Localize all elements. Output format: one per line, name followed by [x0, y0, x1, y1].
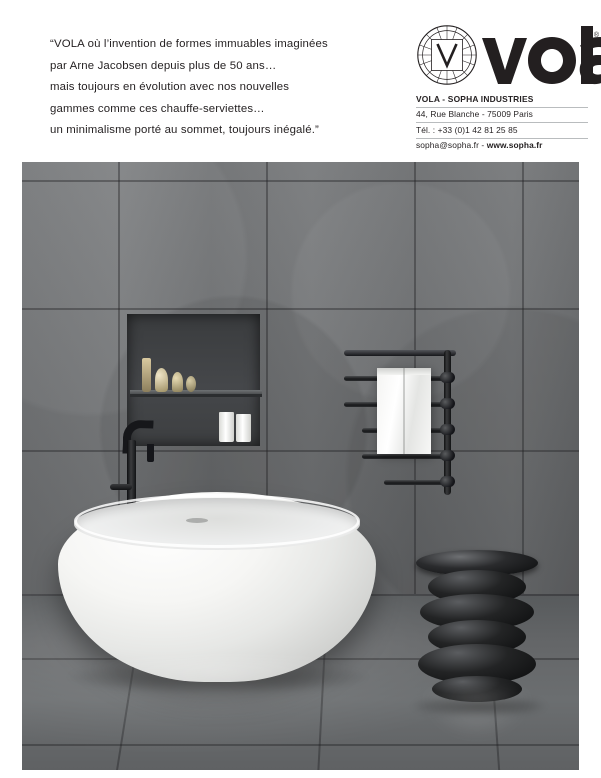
address-street: 44, Rue Blanche - 75009 Paris: [416, 109, 588, 123]
vola-wordmark: [480, 26, 601, 88]
wall-grout-line: [22, 308, 579, 310]
brand-lockup: [416, 24, 601, 94]
quote-line-5: un minimalisme porté au sommet, toujours inégalé.”: [50, 124, 319, 136]
towel-warmer-knob: [440, 372, 455, 383]
towel-warmer-knob: [440, 476, 455, 487]
contact-separator: -: [478, 140, 487, 151]
bathtub-overflow: [186, 518, 208, 523]
registered-trademark-symbol: ®: [593, 32, 599, 39]
folded-towel: [377, 368, 431, 454]
address-contact: [416, 140, 588, 153]
bathtub-rim: [74, 494, 360, 548]
decor-bottle-round: [155, 368, 168, 392]
decor-bottle-small: [172, 372, 183, 392]
website-text[interactable]: www.sopha.fr: [486, 140, 543, 151]
decor-cup-right: [236, 414, 251, 442]
quote-block: [50, 34, 395, 142]
decor-cup-left: [219, 412, 234, 442]
bathroom-photo: [22, 162, 579, 770]
floor-reflection: [82, 660, 352, 720]
faucet-spout-tip: [147, 444, 154, 462]
email-text[interactable]: sopha@sopha.fr: [416, 140, 479, 151]
towel-warmer-bar: [362, 454, 448, 459]
towel-warmer-knob: [440, 424, 455, 435]
towel-warmer: [344, 350, 456, 495]
address-block: [416, 94, 588, 155]
niche-shelf-shadow: [130, 394, 262, 397]
towel-warmer-knob: [440, 450, 455, 461]
quote-line-2: par Arne Jacobsen depuis plus de 50 ans…: [50, 59, 277, 72]
wall-grout-line: [22, 450, 579, 452]
quote-line-3: mais toujours en évolution avec nos nouvelles: [50, 81, 290, 93]
vola-seal-icon: [416, 24, 478, 86]
decor-sphere: [186, 376, 196, 392]
wall-grout-line: [22, 180, 579, 182]
address-phone: Tél. : +33 (0)1 42 81 25 85: [416, 125, 588, 139]
wall-grout-line: [522, 162, 524, 594]
floor-reflection: [422, 692, 532, 740]
quote-line-1: “VOLA où l’invention de formes immuables imaginées: [50, 38, 328, 50]
floor-grout-line: [22, 744, 579, 746]
towel-warmer-knob: [440, 398, 455, 409]
bathtub: [58, 492, 376, 682]
photo-scene: [22, 162, 579, 770]
header-band: [0, 0, 601, 162]
quote-line-4: gammes comme ces chauffe-serviettes…: [50, 102, 265, 115]
decor-bottle-tall: [142, 358, 151, 392]
address-company: VOLA - SOPHA INDUSTRIES: [416, 94, 588, 108]
towel-warmer-top-bar: [344, 350, 456, 356]
black-stool: [414, 550, 540, 708]
faucet-handle: [110, 484, 132, 490]
towel-warmer-bar: [384, 480, 448, 485]
